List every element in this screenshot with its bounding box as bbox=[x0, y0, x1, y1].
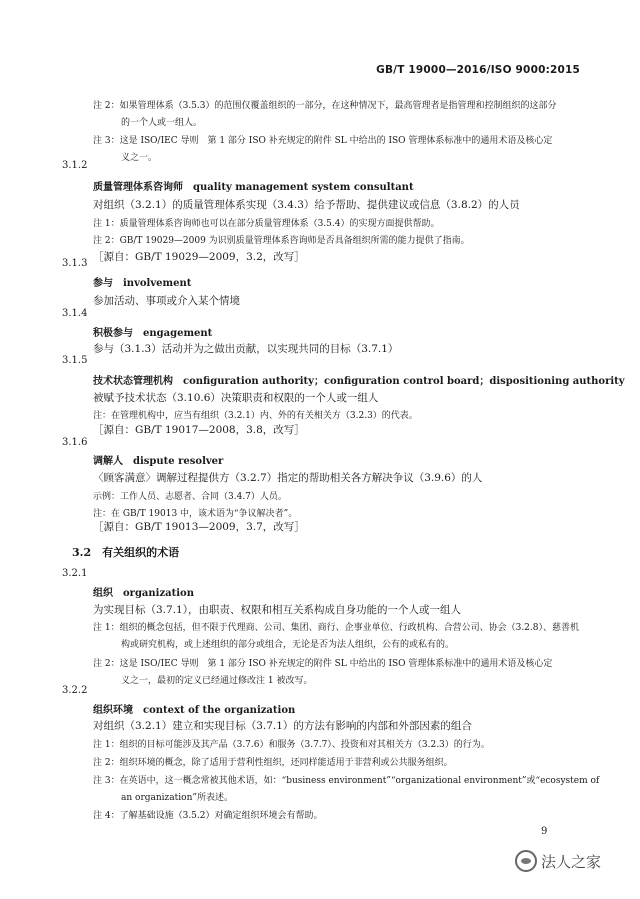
note-text: 注 1：质量管理体系咨询师也可以在部分质量管理体系（3.5.4）的实现方面提供帮助。 bbox=[93, 219, 440, 229]
definition-text: 参与（3.1.3）活动并为之做出贡献，以实现共同的目标（3.7.1） bbox=[93, 343, 399, 355]
term-heading: 技术状态管理机构 configuration authority；configuration control board；dispositioning authority bbox=[93, 376, 625, 387]
term-heading: 组织 organization bbox=[93, 588, 194, 599]
note-text: 示例：工作人员、志愿者、合同（3.4.7）人员。 bbox=[93, 492, 287, 502]
note-text: 的一个人或一组人。 bbox=[121, 118, 203, 128]
clause-number: 3.2.1 bbox=[62, 568, 88, 579]
clause-number: 3.1.5 bbox=[62, 355, 88, 366]
definition-text: 〈顾客满意〉调解过程提供方（3.2.7）指定的帮助相关各方解决争议（3.9.6）的人 bbox=[93, 472, 483, 484]
note-text: 注 2：如果管理体系（3.5.3）的范围仅覆盖组织的一部分，在这种情况下，最高管理者是指管理和控制组织的这部分 bbox=[93, 101, 557, 111]
section-heading: 3.2 有关组织的术语 bbox=[72, 546, 180, 559]
definition-text: ［源自：GB/T 19029—2009，3.2，改写］ bbox=[93, 251, 305, 263]
note-text: 注 4：了解基础设施（3.5.2）对确定组织环境会有帮助。 bbox=[93, 811, 323, 821]
term-heading: 积极参与 engagement bbox=[93, 328, 213, 339]
definition-text: ［源自：GB/T 19017—2008，3.8，改写］ bbox=[93, 424, 305, 436]
definition-text: 对组织（3.2.1）建立和实现目标（3.7.1）的方法有影响的内部和外部因素的组合 bbox=[93, 720, 472, 732]
document-header: GB/T 19000—2016/ISO 9000:2015 bbox=[376, 64, 580, 76]
term-heading: 组织环境 context of the organization bbox=[93, 705, 296, 716]
definition-text: 参加活动、事项或介入某个情境 bbox=[93, 295, 240, 307]
definition-text: 被赋予技术状态（3.10.6）决策职责和权限的一个人或一组人 bbox=[93, 392, 379, 404]
wechat-icon bbox=[515, 850, 537, 872]
note-text: 注：在管理机构中，应当有组织（3.2.1）内、外的有关相关方（3.2.3）的代表。 bbox=[93, 411, 418, 421]
note-text: 注：在 GB/T 19013 中，该术语为“争议解决者”。 bbox=[93, 509, 298, 519]
note-text: 注 1：组织的目标可能涉及其产品（3.7.6）和服务（3.7.7）、投资和对其相关方（3.2.3）的行为。 bbox=[93, 740, 490, 750]
watermark bbox=[515, 850, 601, 872]
note-text: 注 2：这是 ISO/IEC 导则 第 1 部分 ISO 补充规定的附件 SL 中给出的 ISO 管理体系标准中的通用术语及核心定 bbox=[93, 659, 553, 669]
term-heading: 质量管理体系咨询师 quality management system consultant bbox=[93, 182, 414, 193]
definition-text: 对组织（3.2.1）的质量管理体系实现（3.4.3）给予帮助、提供建议或信息（3.8.2）的人员 bbox=[93, 199, 520, 211]
clause-number: 3.1.4 bbox=[62, 308, 88, 319]
note-text: 注 1：组织的概念包括，但不限于代理商、公司、集团、商行、企事业单位、行政机构、合营公司、协会（3.2.8）、慈善机 bbox=[93, 623, 579, 633]
term-heading: 调解人 dispute resolver bbox=[93, 456, 224, 467]
page-number: 9 bbox=[541, 826, 548, 837]
note-text: 注 2：GB/T 19029—2009 为识别质量管理体系咨询师是否具备组织所需的能力提供了指南。 bbox=[93, 236, 470, 246]
note-text: 注 3：在英语中，这一概念常被其他术语，如：“business environment”“organizational environment”或“ecosystem of bbox=[93, 776, 600, 786]
watermark-text: 法人之家 bbox=[541, 852, 602, 871]
note-text: an organization”所表述。 bbox=[121, 793, 233, 803]
clause-number: 3.1.3 bbox=[62, 258, 88, 269]
note-text: 义之一。 bbox=[121, 153, 158, 163]
definition-text: 为实现目标（3.7.1），由职责、权限和相互关系构成自身功能的一个人或一组人 bbox=[93, 604, 461, 616]
note-text: 注 2：组织环境的概念，除了适用于营利性组织，还同样能适用于非营利或公共服务组织。 bbox=[93, 758, 453, 768]
term-heading: 参与 involvement bbox=[93, 278, 192, 289]
definition-text: ［源自：GB/T 19013—2009，3.7，改写］ bbox=[93, 521, 305, 533]
clause-number: 3.1.6 bbox=[62, 437, 88, 448]
note-text: 义之一，最初的定义已经通过修改注 1 被改写。 bbox=[121, 676, 313, 686]
clause-number: 3.1.2 bbox=[62, 160, 88, 171]
note-text: 构或研究机构，或上述组织的部分或组合，无论是否为法人组织，公有的或私有的。 bbox=[121, 640, 455, 650]
clause-number: 3.2.2 bbox=[62, 685, 88, 696]
note-text: 注 3：这是 ISO/IEC 导则 第 1 部分 ISO 补充规定的附件 SL 中给出的 ISO 管理体系标准中的通用术语及核心定 bbox=[93, 136, 553, 146]
